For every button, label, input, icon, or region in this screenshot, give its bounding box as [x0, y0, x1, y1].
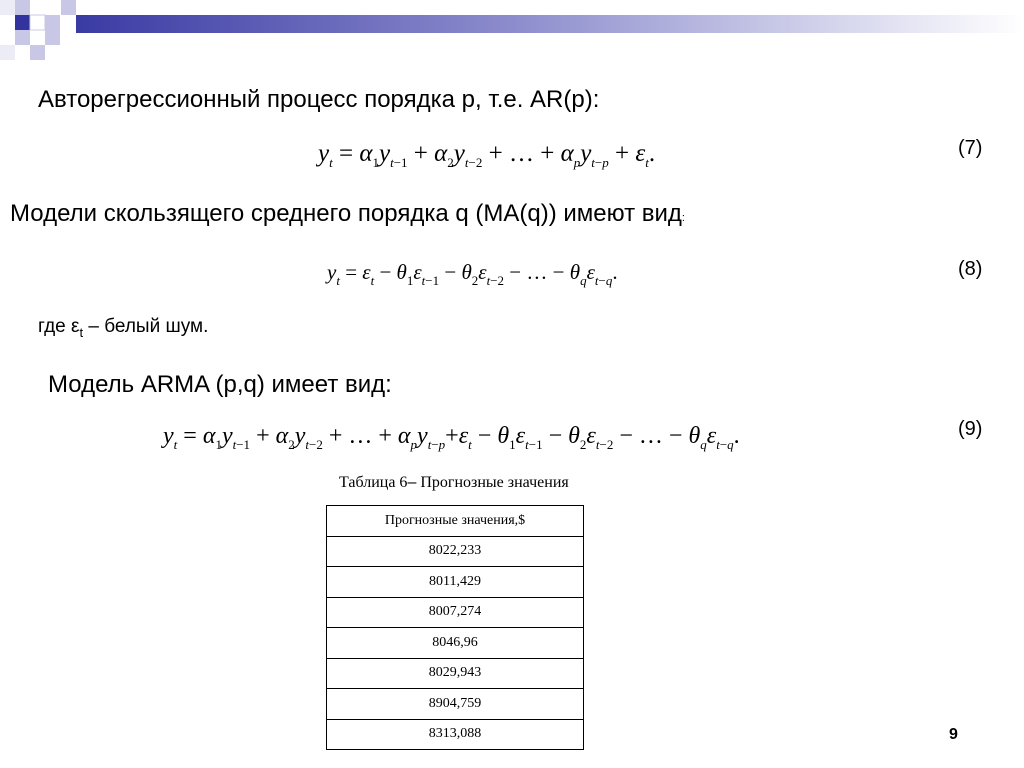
- table-caption: [339, 474, 569, 492]
- slide-corner-decoration: [0, 0, 1024, 60]
- equation-7-number: (7): [958, 137, 983, 159]
- noise-rest: – белый шум.: [83, 316, 209, 337]
- table-row: [327, 658, 584, 689]
- table-row: [327, 597, 584, 628]
- ar-heading: Авторегрессионный процесс порядка p, т.е. AR(p):: [38, 86, 600, 113]
- noise-where: где ε: [38, 316, 80, 337]
- table-cell: 8022,233: [327, 536, 584, 567]
- table-row: [327, 628, 584, 659]
- forecast-table: [326, 505, 584, 750]
- noise-subscript: t: [79, 324, 84, 340]
- equation-8: $y_t = \varepsilon_t - \theta_1\varepsilon_{t-1} - \theta_2\varepsilon_{t-2}$ − … − $\theta_q\varepsilon_{t-q}$.: [327, 260, 618, 288]
- table-caption-dash: –: [407, 474, 417, 491]
- table-caption-label: Таблица 6: [339, 474, 408, 491]
- table-header-row: [327, 506, 584, 537]
- table-header-cell: Прогнозные значения,$: [327, 506, 584, 537]
- equation-7: $y_t = \alpha_1y_{t-1} + \alpha_2y_{t-2}$ + … + $\alpha_py_{t-p} + \varepsilon_t$.: [318, 140, 656, 170]
- table-cell: 8029,943: [327, 658, 584, 689]
- equation-8-number: (8): [958, 258, 983, 280]
- table-row: [327, 689, 584, 720]
- table-cell: 8011,429: [327, 567, 584, 598]
- table-cell: 8904,759: [327, 689, 584, 720]
- table-caption-title: Прогнозные значения: [416, 474, 569, 491]
- table-cell: 8046,96: [327, 628, 584, 659]
- ma-heading: [10, 200, 685, 228]
- white-noise-note: [38, 316, 208, 340]
- top-gradient-bar: [76, 15, 1024, 33]
- table-cell: 8007,274: [327, 597, 584, 628]
- table-row: [327, 719, 584, 750]
- table-cell: 8313,088: [327, 719, 584, 750]
- page-number: 9: [949, 726, 958, 743]
- ma-heading-text: Модели скользящего среднего порядка q (MA(q)) имеют вид: [10, 200, 682, 227]
- table-row: [327, 567, 584, 598]
- arma-heading: Модель ARMA (p,q) имеет вид:: [48, 371, 392, 398]
- ma-heading-colon: :: [681, 212, 685, 224]
- equation-9-number: (9): [958, 418, 983, 440]
- table-row: [327, 536, 584, 567]
- equation-9: $y_t = \alpha_1y_{t-1} + \alpha_2y_{t-2}$ + … + $\alpha_py_{t-p}+\varepsilon_t - \theta_1\varepsilon_{t-1} - \theta_2\varepsilon_{t-2}$ − … − $\theta_q\varepsilon_{t-q}$.: [163, 423, 740, 452]
